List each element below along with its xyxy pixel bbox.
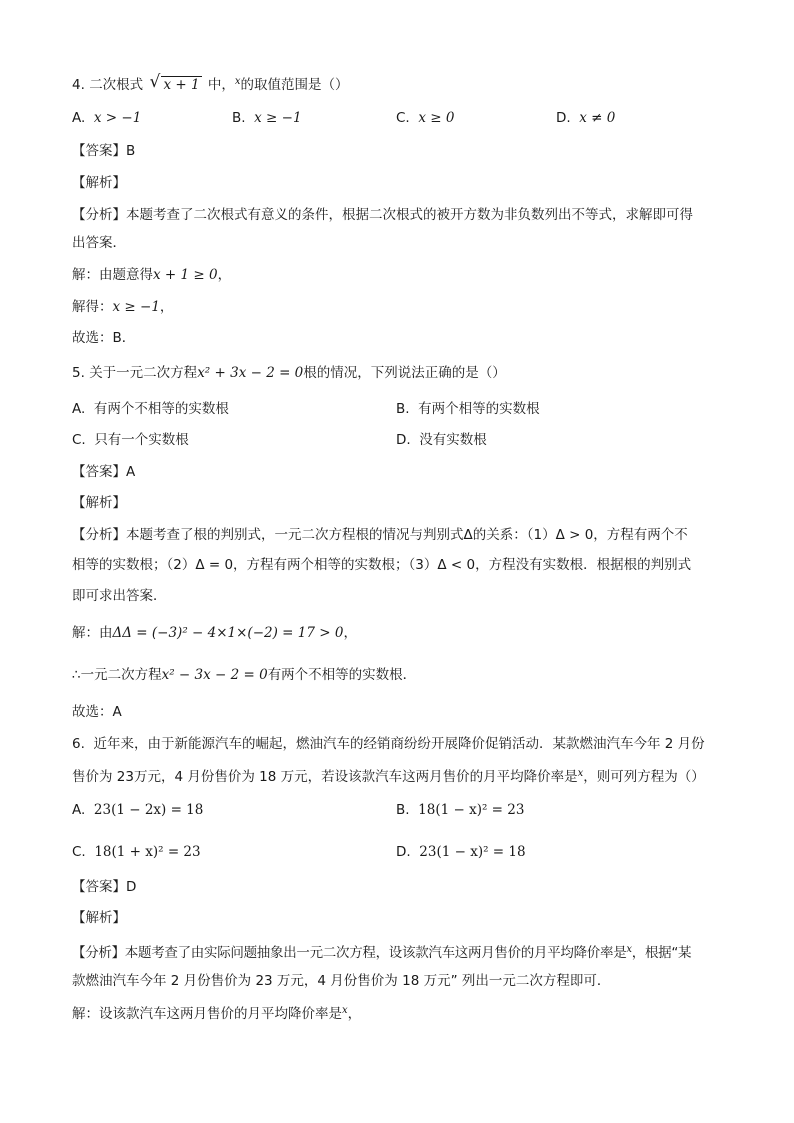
q4-radicand: x + 1 bbox=[163, 77, 200, 93]
q4-option-b: B. x ≥ −1 bbox=[232, 110, 302, 126]
q5-solution-line-2: ∴一元二次方程x² − 3x − 2 = 0有两个不相等的实数根． bbox=[72, 667, 417, 683]
q6-solution-line-1: 解：设该款汽车这两月售价的月平均降价率是$^x$， bbox=[72, 1005, 362, 1022]
q4-analysis-heading: 【解析】 bbox=[72, 175, 126, 191]
q5-option-b: B. 有两个相等的实数根 bbox=[396, 401, 540, 417]
q6-analysis-line-1: 【分析】本题考查了由实际问题抽象出一元二次方程，设该款汽车这两月售价的月平均降价率是$^x$，根据“某 bbox=[72, 944, 692, 961]
q5-stem: 5. 关于一元二次方程x² + 3x − 2 = 0根的情况，下列说法正确的是（） bbox=[72, 365, 506, 381]
q5-option-a: A. 有两个不相等的实数根 bbox=[72, 401, 229, 417]
q4-option-c: C. x ≥ 0 bbox=[396, 110, 455, 126]
q5-analysis-line-2: 相等的实数根；（2）Δ = 0，方程有两个相等的实数根；（3）Δ < 0，方程没有实数根．根据根的判别式 bbox=[72, 557, 692, 573]
q5-analysis-line-3: 即可求出答案． bbox=[72, 588, 167, 604]
q5-answer: 【答案】A bbox=[72, 464, 136, 480]
q6-option-a: A. 23(1 − 2x) = 18 bbox=[72, 802, 204, 818]
q6-analysis-line-2: 款燃油汽车今年 2 月份售价为 23 万元，4 月份售价为 18 万元” 列出一元二次方程即可． bbox=[72, 973, 611, 989]
q5-solution-line-1: 解：由ΔΔ = (−3)² − 4×1×(−2) = 17 > 0， bbox=[72, 625, 357, 641]
q5-analysis-heading: 【解析】 bbox=[72, 495, 126, 511]
q4-variable: x bbox=[234, 76, 241, 87]
q4-option-a: A. x > −1 bbox=[72, 110, 142, 126]
q4-stem-text-b: 中， bbox=[207, 77, 235, 93]
q4-stem-text-c: 的取值范围是（） bbox=[240, 77, 349, 93]
q6-stem-line-1: 6. 近年来，由于新能源汽车的崛起，燃油汽车的经销商纷纷开展降价促销活动．某款燃油汽车今年 2 月份 bbox=[72, 736, 705, 752]
q5-analysis-line-1: 【分析】本题考查了根的判别式，一元二次方程根的情况与判别式Δ的关系：（1）Δ > 0，方程有两个不 bbox=[72, 527, 688, 543]
q5-number: 5. bbox=[72, 365, 85, 381]
q4-analysis-line-1: 【分析】本题考查了二次根式有意义的条件，根据二次根式的被开方数为非负数列出不等式，求解即可得 bbox=[72, 207, 693, 223]
q5-option-c: C. 只有一个实数根 bbox=[72, 432, 189, 448]
q6-option-d: D. 23(1 − x)² = 18 bbox=[396, 844, 526, 860]
q4-number: 4. bbox=[72, 77, 85, 93]
q4-choice: 故选：B． bbox=[72, 330, 136, 346]
q6-option-c: C. 18(1 + x)² = 23 bbox=[72, 844, 201, 860]
q6-stem-line-2: 售价为 23万元，4 月份售价为 18 万元，若设该款汽车这两月售价的月平均降价率是$^x$，则可列方程为（） bbox=[72, 768, 705, 785]
q6-analysis-heading: 【解析】 bbox=[72, 910, 126, 926]
q4-analysis-line-2: 出答案． bbox=[72, 235, 126, 251]
q4-solution-line-1: 解：由题意得x + 1 ≥ 0， bbox=[72, 267, 232, 283]
q4-stem-text: 二次根式 bbox=[89, 77, 144, 93]
q4-solution-line-2: 解得：x ≥ −1， bbox=[72, 299, 174, 315]
q4-answer: 【答案】B bbox=[72, 143, 136, 159]
q6-option-b: B. 18(1 − x)² = 23 bbox=[396, 802, 525, 818]
q4-stem bbox=[72, 72, 349, 95]
q5-choice: 故选：A bbox=[72, 704, 122, 720]
q6-number: 6. bbox=[72, 736, 85, 752]
q5-equation: x² + 3x − 2 = 0 bbox=[197, 365, 304, 381]
q4-option-d: D. x ≠ 0 bbox=[556, 110, 616, 126]
q6-answer: 【答案】D bbox=[72, 879, 137, 895]
q5-option-d: D. 没有实数根 bbox=[396, 432, 487, 448]
q4-radical: √ x + 1 bbox=[149, 72, 200, 93]
